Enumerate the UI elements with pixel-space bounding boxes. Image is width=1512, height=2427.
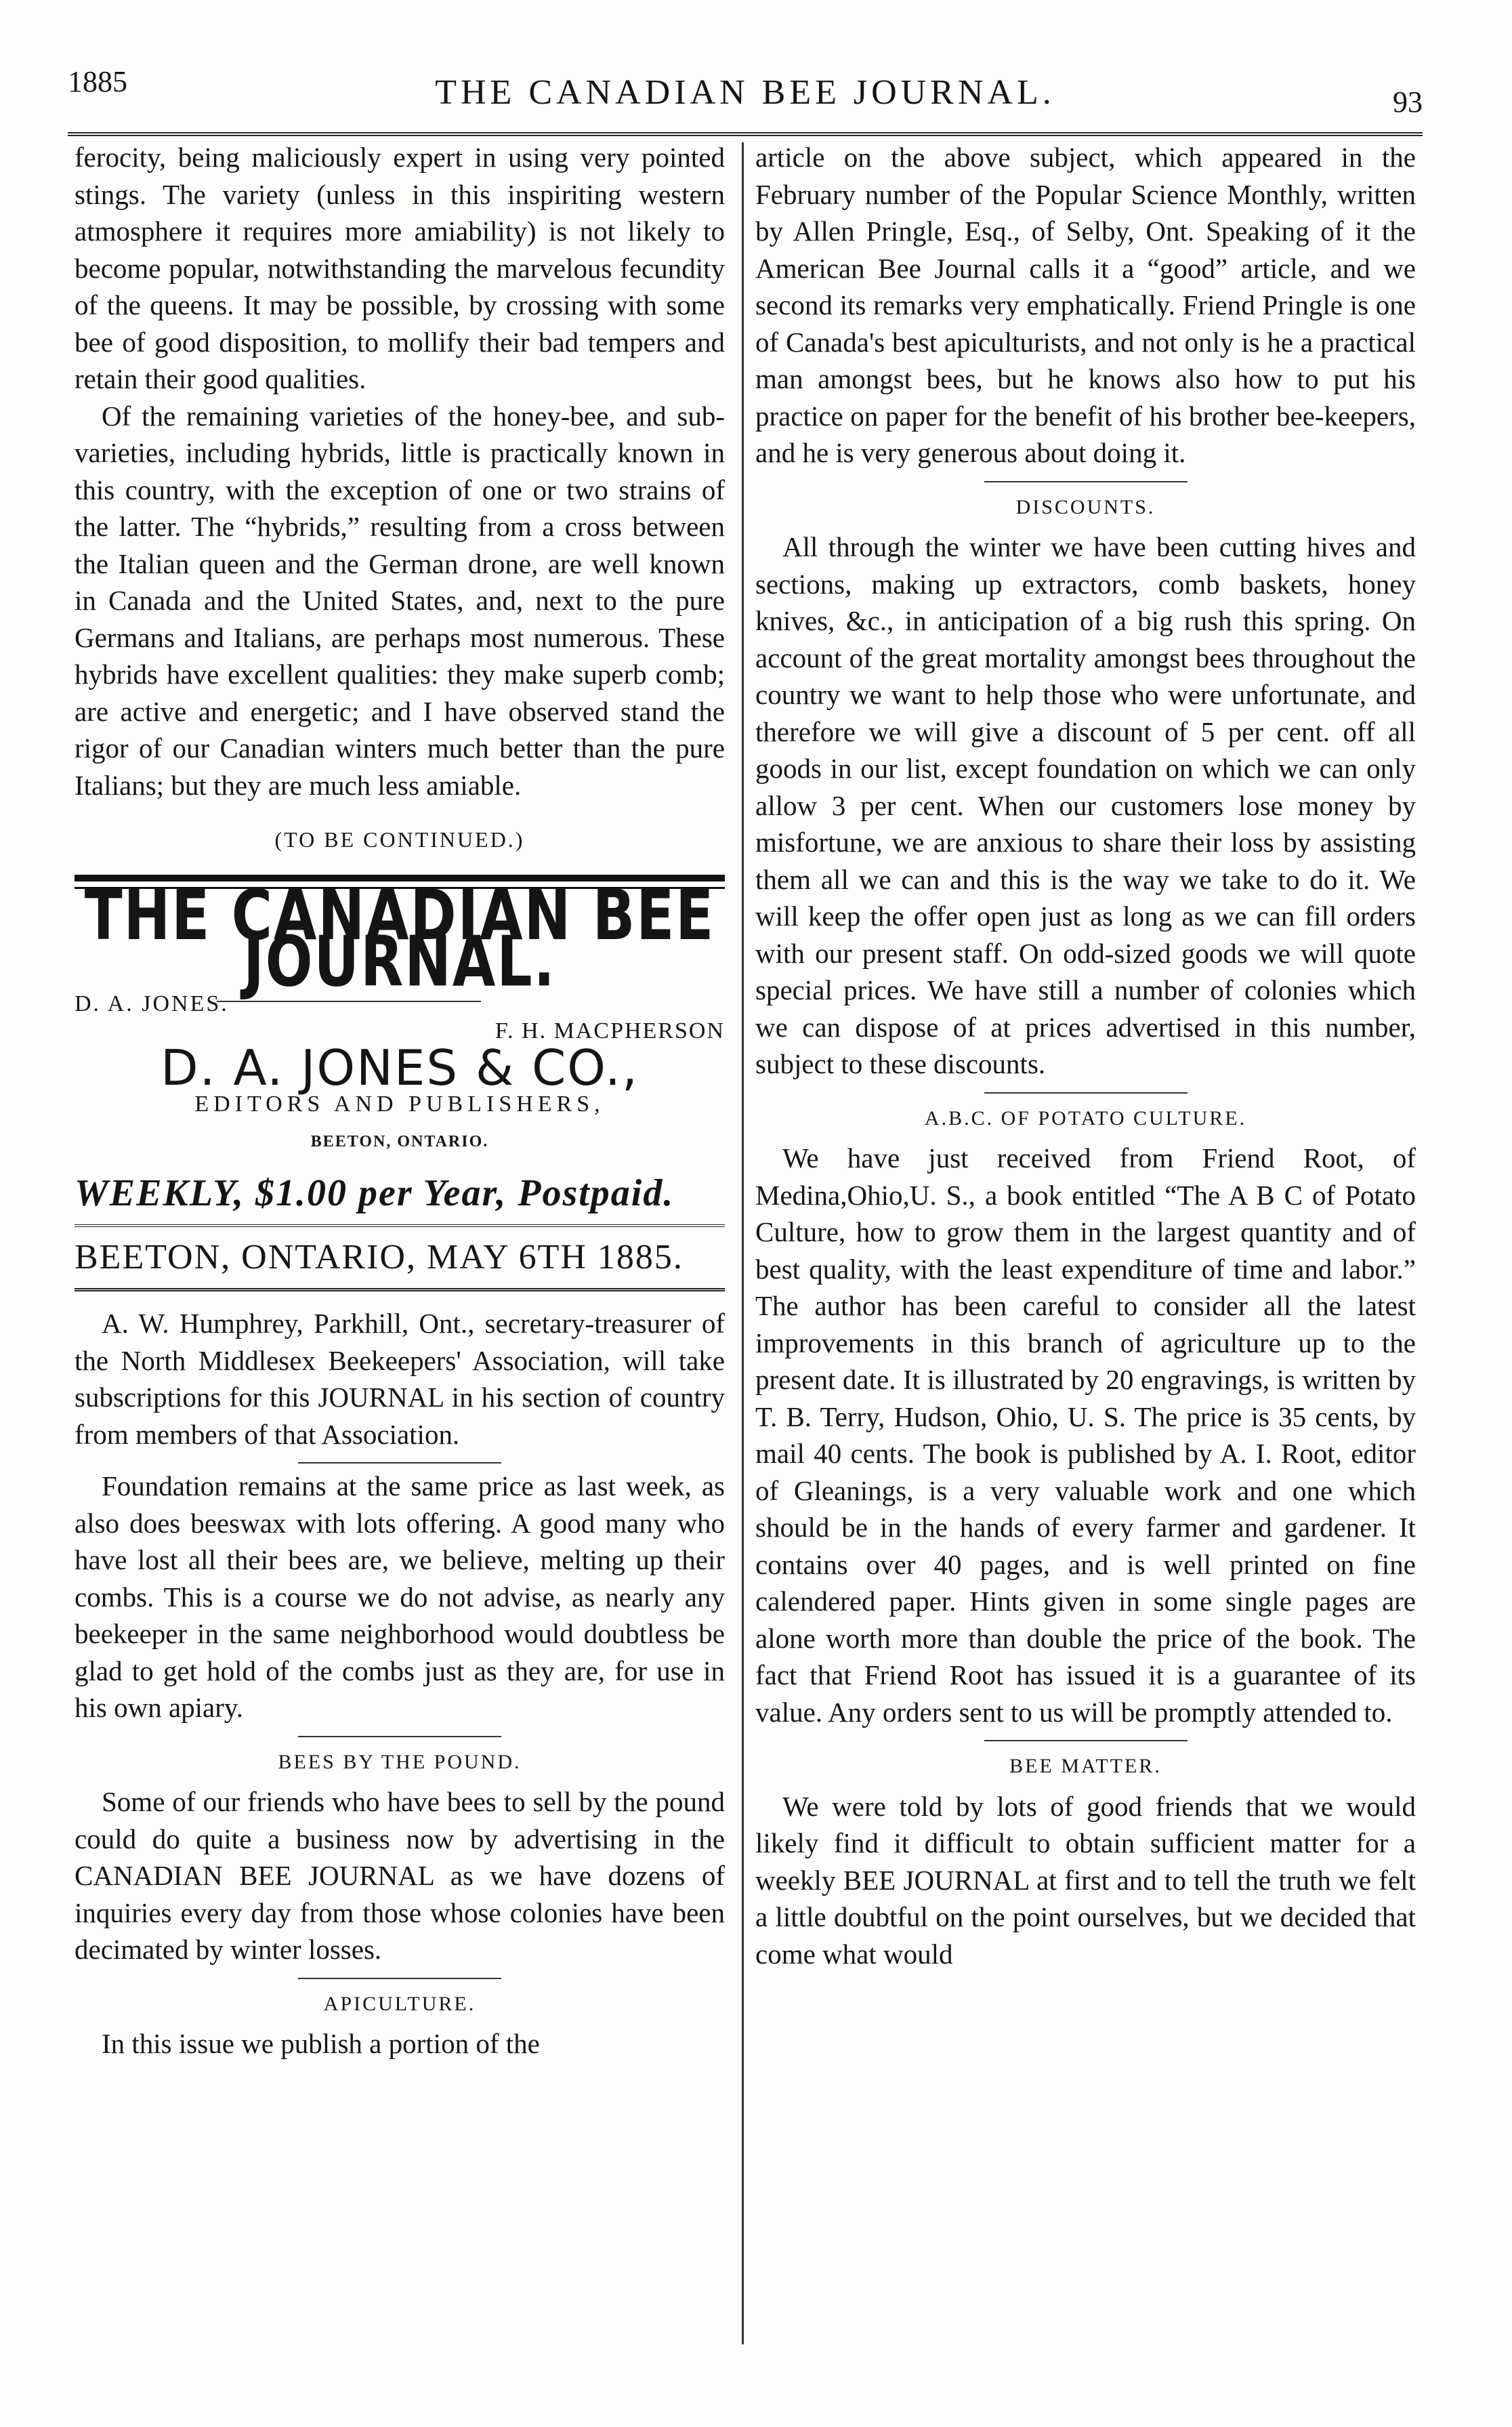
heading-discounts: DISCOUNTS. [1015, 495, 1156, 518]
header-year: 1885 [68, 65, 127, 98]
paragraph-discounts: All through the winter we have been cutting hives and sections, making up extractors, comb baskets, honey knives, &c., in anticipation of a big rush this spring. On account of the great mortality amongst bees throughout the country we want to help those who were unfortunate, and therefore we will give a discount of 5 per cent. off all goods in our list, except foundation on which we can only allow 3 per cent. When our customers lose money by misfortune, we are anxious to share their loss by assisting them all we can and this is the way we take to do it. We will keep the offer open just as long as we can fill orders with our present staff. On odd-sized goods we will quote special prices. We have still a number of colonies which we can dispose of at prices advertised in this number, subject to these discounts. [755, 531, 1416, 1079]
paragraph-varieties: Of the remaining varieties of the honey-bee, and sub-varieties, including hybrids, little is practically known in this country, with the exception of one or two strains of the latter. The “hybrids,” resulting from a cross between the Italian queen and the German drone, are well known in Canada and the United States, and, next to the pure Germans and Italians, are perhaps most numerous. These hybrids have excellent qualities: they make superb comb; are active and energetic; and I have observed stand the rigor of our Canadian winters much better than the pure Italians; but they are much less amiable. [75, 400, 725, 801]
subscription-line: WEEKLY, $1.00 per Year, Postpaid. [75, 1172, 675, 1214]
dateline-rule [75, 1288, 725, 1291]
company-name: D. A. JONES & CO., [161, 1039, 639, 1096]
column-divider [742, 142, 744, 2344]
left-column [75, 139, 725, 2062]
masthead-title: THE CANADIAN BEE JOURNAL. [84, 875, 715, 1002]
paragraph-humphrey: A. W. Humphrey, Parkhill, Ont., secretary-treasurer of the North Middlesex Beekeepers' Association, will take subscriptions for this JOURNAL in his section of country from members of that Association. [75, 1308, 725, 1450]
paragraph-foundation: Foundation remains at the same price as last week, as also does beeswax with lots offering. A good many who have lost all their bees are, we believe, melting up their combs. This is a course we do not advise, as nearly any beekeeper in the same neighborhood would doubtless be glad to get hold of the combs just as they are, for use in his own apiary. [75, 1470, 725, 1723]
heading-bees-by-pound: BEES BY THE POUND. [278, 1750, 522, 1773]
section-rule [298, 1736, 501, 1737]
editor-left: D. A. JONES. [75, 991, 229, 1016]
section-rule [298, 1462, 501, 1464]
paragraph-ferocity: ferocity, being maliciously expert in using very pointed stings. The variety (unless in this inspiriting western atmosphere it requires more amiability) is not likely to become popular, notwithstanding the marvelous fecundity of the queens. It may be possible, by crossing with some bee of good disposition, to mollify their bad tempers and retain their good qualities. [75, 142, 725, 394]
section-rule [984, 481, 1188, 482]
paragraph-bees-by-pound: Some of our friends who have bees to sell by the pound could do quite a business now by advertising in the CANADIAN BEE JOURNAL as we have dozens of inquiries every day from those whose colonies have been decimated by winter losses. [75, 1786, 725, 1965]
right-column [755, 139, 1416, 1972]
section-rule [984, 1740, 1188, 1741]
publisher-place: BEETON, ONTARIO. [310, 1132, 489, 1150]
editors-line [75, 986, 725, 1047]
to-be-continued: (TO BE CONTINUED.) [274, 827, 525, 852]
paragraph-pringle: article on the above subject, which appeared in the February number of the Popular Science Monthly, written by Allen Pringle, Esq., of Selby, Ont. Speaking of it the American Bee Journal calls it a “good” article, and we second its remarks very emphatically. Friend Pringle is one of Canada's best apiculturists, and not only is he a practical man amongst bees, but he knows also how to put his practice on paper for the benefit of his brother bee-keepers, and he is very generous about doing it. [755, 142, 1416, 468]
section-rule [298, 1978, 501, 1979]
heading-potato-culture: A.B.C. OF POTATO CULTURE. [924, 1106, 1247, 1129]
section-rule [984, 1092, 1188, 1094]
page-number: 93 [1393, 85, 1423, 119]
issue-rule [75, 1224, 725, 1227]
journal-title: THE CANADIAN BEE JOURNAL. [435, 73, 1055, 112]
editor-right: F. H. MACPHERSON [495, 1018, 725, 1043]
paragraph-potato-culture: We have just received from Friend Root, of Medina,Ohio,U. S., a book entitled “The A B C of Potato Culture, how to grow them in the largest quantity and of best quality, with the least expenditure of time and labor.” The author has been careful to consider all the latest improvements in this branch of agriculture up to the present date. It is illustrated by 20 engravings, is written by T. B. Terry, Hudson, Ohio, U. S. The price is 35 cents, by mail 40 cents. The book is published by A. I. Root, editor of Gleanings, is a very valuable work and one which should be in the hands of every farmer and gardener. It contains over 40 pages, and is well printed on fine calendered paper. Hints given in some single pages are alone worth more than double the price of the book. The fact that Friend Root has issued it is a guarantee of its value. Any orders sent to us will be promptly attended to. [755, 1142, 1416, 1728]
heading-apiculture: APICULTURE. [323, 1992, 476, 2015]
publishers-line: EDITORS AND PUBLISHERS, [194, 1092, 605, 1117]
paragraph-apiculture: In this issue we publish a portion of the [102, 2028, 540, 2059]
running-header [68, 64, 1423, 125]
header-rule [68, 132, 1423, 136]
paragraph-bee-matter: We were told by lots of good friends that we would likely find it difficult to obtain sufficient matter for a weekly BEE JOURNAL at first and to tell the truth we felt a little doubtful on the point ourselves, but we decided that come what would [755, 1790, 1416, 1970]
editors-rule [217, 1001, 481, 1002]
issue-dateline: BEETON, ONTARIO, MAY 6TH 1885. [75, 1237, 684, 1277]
heading-bee-matter: BEE MATTER. [1009, 1755, 1162, 1777]
